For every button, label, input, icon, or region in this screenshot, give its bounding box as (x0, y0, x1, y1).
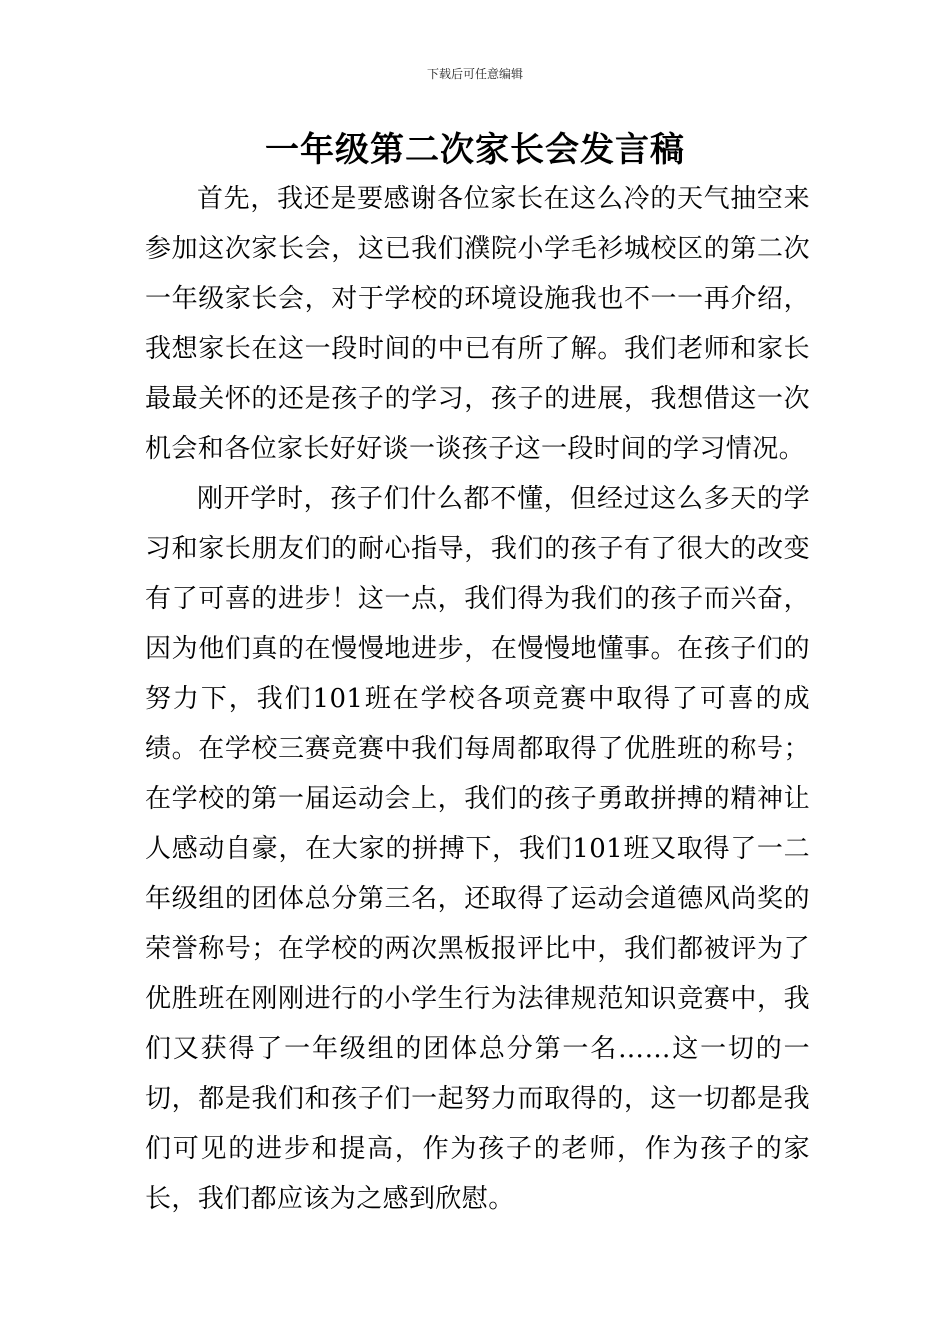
paragraph-2: 刚开学时，孩子们什么都不懂，但经过这么多天的学习和家长朋友们的耐心指导，我们的孩子有了很大的改变有了可喜的进步！这一点，我们得为我们的孩子而兴奋，因为他们真的在慢慢地进步，在慢慢地懂事。在孩子们的努力下，我们101班在学校各项竞赛中取得了可喜的成绩。在学校三赛竞赛中我们每周都取得了优胜班的称号；在学校的第一届运动会上，我们的孩子勇敢拼搏的精神让人感动自豪，在大家的拼搏下，我们101班又取得了一二年级组的团体总分第三名，还取得了运动会道德风尚奖的荣誉称号；在学校的两次黑板报评比中，我们都被评为了优胜班在刚刚进行的小学生行为法律规范知识竞赛中，我们又获得了一年级组的团体总分第一名……这一切的一切，都是我们和孩子们一起努力而取得的，这一切都是我们可见的进步和提高，作为孩子的老师，作为孩子的家长，我们都应该为之感到欣慰。 (145, 484, 810, 1214)
header-note: 下载后可任意编辑 (426, 67, 523, 81)
paragraph-1: 首先，我还是要感谢各位家长在这么冷的天气抽空来参加这次家长会，这已我们濮院小学毛衫城校区的第二次一年级家长会，对于学校的环境设施我也不一一再介绍，我想家长在这一段时间的中已有所了解。我们老师和家长最最关怀的还是孩子的学习，孩子的进展，我想借这一次机会和各位家长好好谈一谈孩子这一段时间的学习情况。 (145, 184, 810, 464)
document-title: 一年级第二次家长会发言稿 (265, 130, 685, 170)
document-body (145, 174, 810, 1224)
